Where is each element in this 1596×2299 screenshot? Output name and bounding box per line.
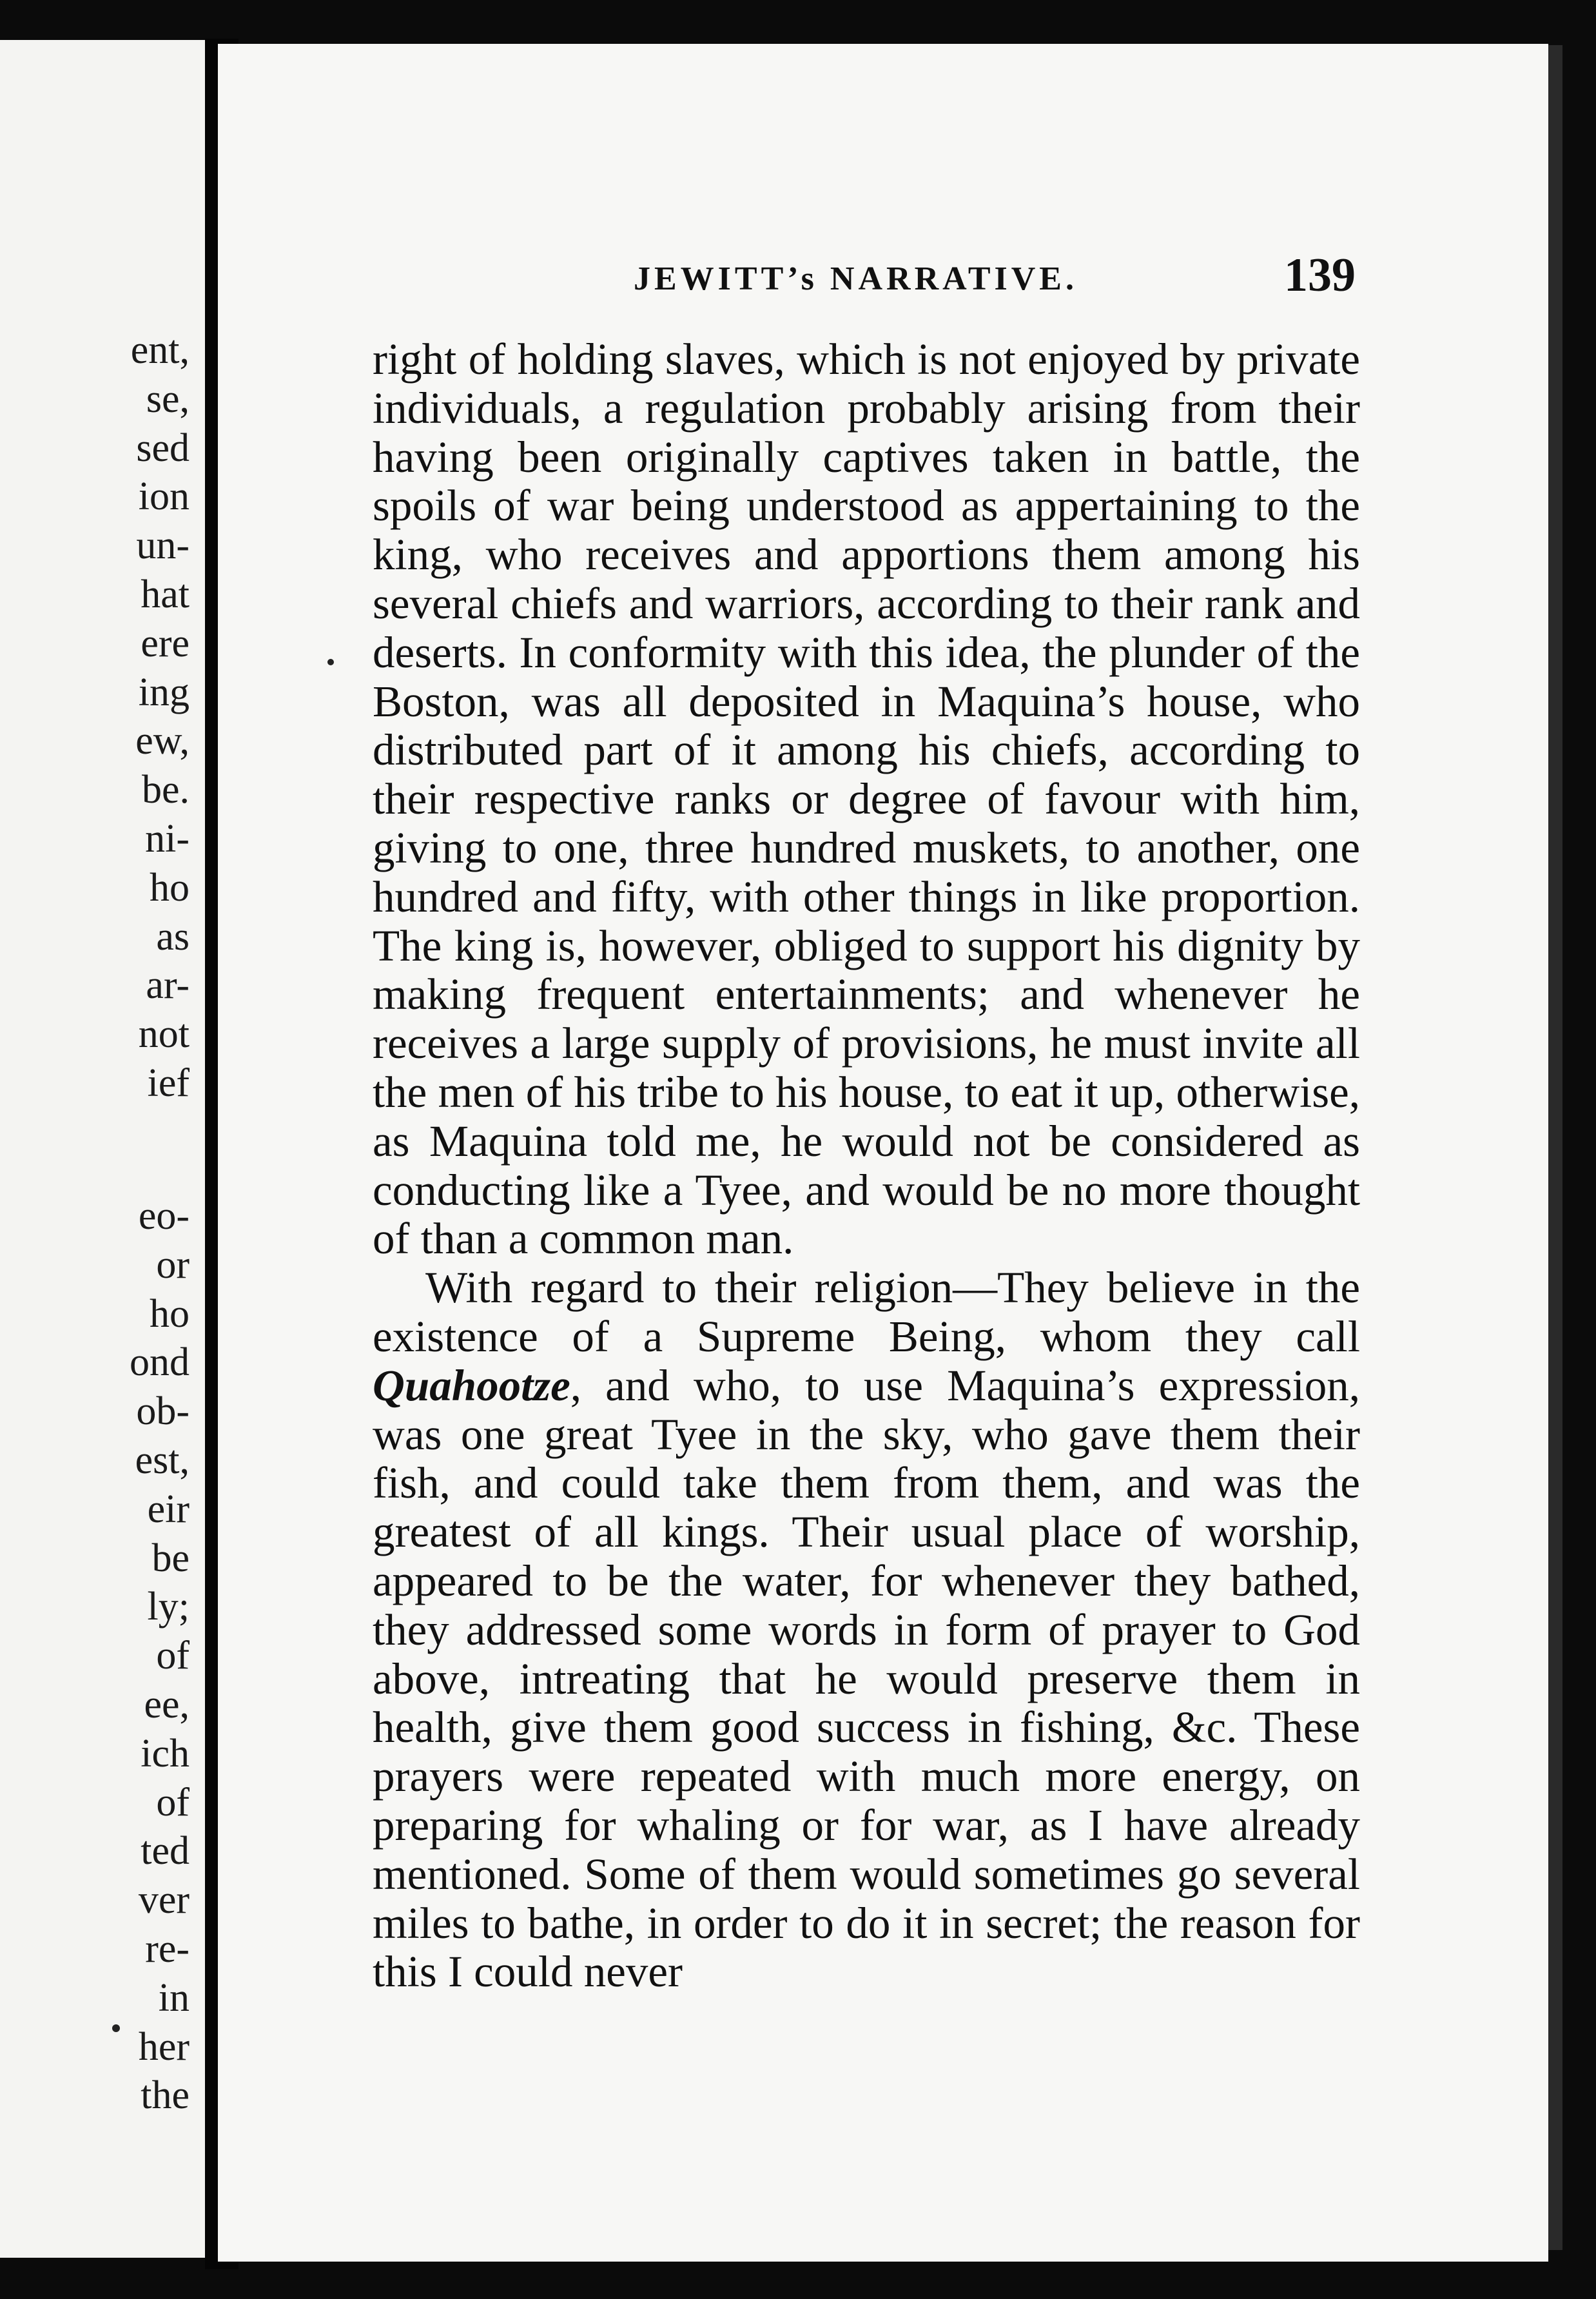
facing-page-fragment: not bbox=[138, 1012, 190, 1057]
facing-page-fragment: be. bbox=[141, 768, 190, 812]
facing-page-fragment: ni- bbox=[145, 817, 190, 861]
facing-page-fragment: hat bbox=[141, 572, 190, 616]
facing-page-fragment: ew, bbox=[135, 719, 190, 763]
facing-page-fragment: ond bbox=[130, 1340, 190, 1385]
facing-page-fragment: the bbox=[141, 2073, 190, 2118]
facing-page-fragment: un- bbox=[136, 523, 190, 568]
page-number: 139 bbox=[1284, 249, 1356, 302]
facing-page-fragment: her bbox=[138, 2024, 190, 2069]
facing-page-fragment: of bbox=[156, 1780, 190, 1825]
facing-page-fragment: se, bbox=[146, 377, 190, 421]
facing-page-fragment: eir bbox=[147, 1487, 190, 1531]
facing-page-fragment: ent, bbox=[130, 328, 190, 372]
facing-page-fragment: ho bbox=[150, 865, 190, 910]
facing-page-fragment: as bbox=[156, 914, 190, 959]
page-body bbox=[373, 335, 1360, 1997]
facing-page-fragment: ich bbox=[141, 1731, 190, 1776]
facing-page-fragment: ted bbox=[141, 1829, 190, 1873]
facing-page-fragment: ly; bbox=[147, 1585, 190, 1629]
running-head bbox=[373, 248, 1362, 306]
facing-page-fragment: ar- bbox=[146, 963, 190, 1008]
ink-speck bbox=[327, 659, 334, 665]
facing-page-fragment: re- bbox=[145, 1927, 190, 1971]
facing-page-fragment: ief bbox=[147, 1061, 190, 1105]
page-edge bbox=[1548, 45, 1562, 2250]
paragraph-text: With regard to their religion—They believe in the existence of a Supreme Being, whom they call bbox=[373, 1263, 1360, 1361]
running-title: JEWITT’s NARRATIVE. bbox=[634, 260, 1078, 297]
paragraph: right of holding slaves, which is not enjoyed by private individuals, a regulation probably arising from their having been originally captives taken in battle, the spoils of war being understood as appertaining to the king, who receives and apportions them among his several chiefs and warriors, according to their rank and deserts. In conformity with this idea, the plunder of the Boston, was all deposited in Maquina’s house, who distributed part of it among his chiefs, according to their respective ranks or degree of favour with him, giving to one, three hundred muskets, to another, one hundred and fifty, with other things in like proportion. The king is, however, obliged to support his dignity by making frequent entertainments; and whenever he receives a large supply of provisions, he must invite all the men of his tribe to his house, to eat it up, otherwise, as Maquina told me, he would not be considered as conducting like a Tyee, and would be no more thought of than a common man. bbox=[373, 335, 1360, 1264]
facing-page-fragment: est, bbox=[135, 1438, 190, 1482]
ink-speck bbox=[112, 2024, 120, 2032]
facing-page-fragment: in bbox=[158, 1975, 190, 2020]
facing-page-fragment: ere bbox=[141, 621, 190, 665]
facing-page-fragment: be bbox=[151, 1536, 190, 1580]
facing-page-fragment: ho bbox=[150, 1291, 190, 1336]
facing-page-fragment: ing bbox=[138, 670, 190, 714]
facing-page-fragment: sed bbox=[136, 426, 190, 470]
facing-page-fragment: ee, bbox=[144, 1683, 190, 1727]
paragraph-text: , and who, to use Maquina’s expression, was one great Tyee in the sky, who gave them their fish, and could take them from them, and was the greatest of all kings. Their usual place of worship, appeared to be the water, for whenever they bathed, they addressed some words in form of prayer to God above, intreating that he would preserve them in health, give them good success in fishing, &c. These prayers were repeated with much more energy, on preparing for whaling or for war, as I have already mentioned. Some of them would sometimes go several miles to bathe, in order to do it in secret; the reason for this I could never bbox=[373, 1360, 1360, 1997]
facing-page-fragment: or bbox=[156, 1242, 190, 1287]
facing-page-fragment: ver bbox=[138, 1878, 190, 1922]
facing-page-fragment: ob- bbox=[136, 1389, 190, 1434]
facing-page-fragment: eo- bbox=[138, 1194, 190, 1238]
facing-page bbox=[0, 40, 205, 2258]
facing-page-fragment: ion bbox=[138, 474, 190, 519]
paragraph bbox=[373, 1264, 1360, 1997]
italic-term: Quahootze bbox=[373, 1360, 570, 1410]
facing-page-fragment: of bbox=[156, 1634, 190, 1678]
